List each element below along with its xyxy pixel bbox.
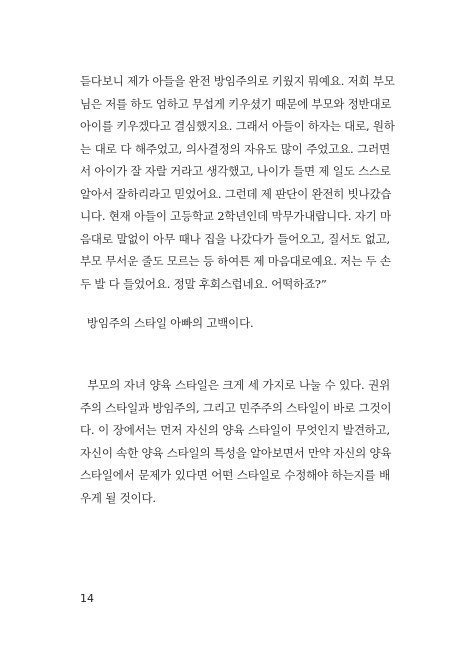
text-line: 방임주의 스타일 아빠의 고백이다.	[80, 316, 254, 330]
paragraph-quote	[80, 70, 395, 295]
page-number: 14	[80, 592, 94, 605]
text-line: 님은 저를 하도 엄하고 무섭게 키우셨기 때문에 부모와 정반대로	[80, 96, 392, 111]
text-line: 알아서 잘하리라고 믿었어요. 그런데 제 판단이 완전히 빗나갔습	[80, 186, 392, 201]
text-line: 두 발 다 들었어요. 정말 후회스럽네요. 어떡하죠?”	[80, 276, 327, 291]
text-line: 듣다보니 제가 아들을 완전 방임주의로 키웠지 뭐예요. 저희 부모	[80, 74, 395, 88]
text-line: 부모 무서운 줄도 모르는 등 하여튼 제 마음대로예요. 저는 두 손	[80, 254, 391, 268]
text-line: 부모의 자녀 양육 스타일은 크게 세 가지로 나눌 수 있다. 권위	[80, 378, 390, 392]
text-line: 다. 이 장에서는 먼저 자신의 양육 스타일이 무엇인지 발견하고,	[80, 423, 390, 437]
text-line: 우게 될 것이다.	[80, 490, 156, 505]
text-line: 스타일에서 문제가 있다면 어떤 스타일로 수정해야 하는지를 배	[80, 468, 390, 482]
paragraph-caption	[80, 312, 390, 335]
text-line: 서 아이가 잘 자랄 거라고 생각했고, 나이가 들면 제 일도 스스로	[80, 164, 391, 178]
paragraph-body	[80, 374, 390, 509]
text-line: 음대로 말없이 아무 때나 집을 나갔다가 들어오고, 질서도 없고,	[80, 231, 390, 246]
text-line: 니다. 현재 아들이 고등학교 2학년인데 막무가내랍니다. 자기 마	[80, 209, 391, 223]
text-line: 는 대로 다 해주었고, 의사결정의 자유도 많이 주었고요. 그러면	[80, 141, 390, 156]
text-line: 자신이 속한 양육 스타일의 특성을 알아보면서 만약 자신의 양육	[80, 445, 392, 460]
text-line: 아이를 키우겠다고 결심했지요. 그래서 아들이 하자는 대로, 원하	[80, 119, 395, 133]
text-line: 주의 스타일과 방임주의, 그리고 민주주의 스타일이 바로 그것이	[80, 400, 392, 415]
